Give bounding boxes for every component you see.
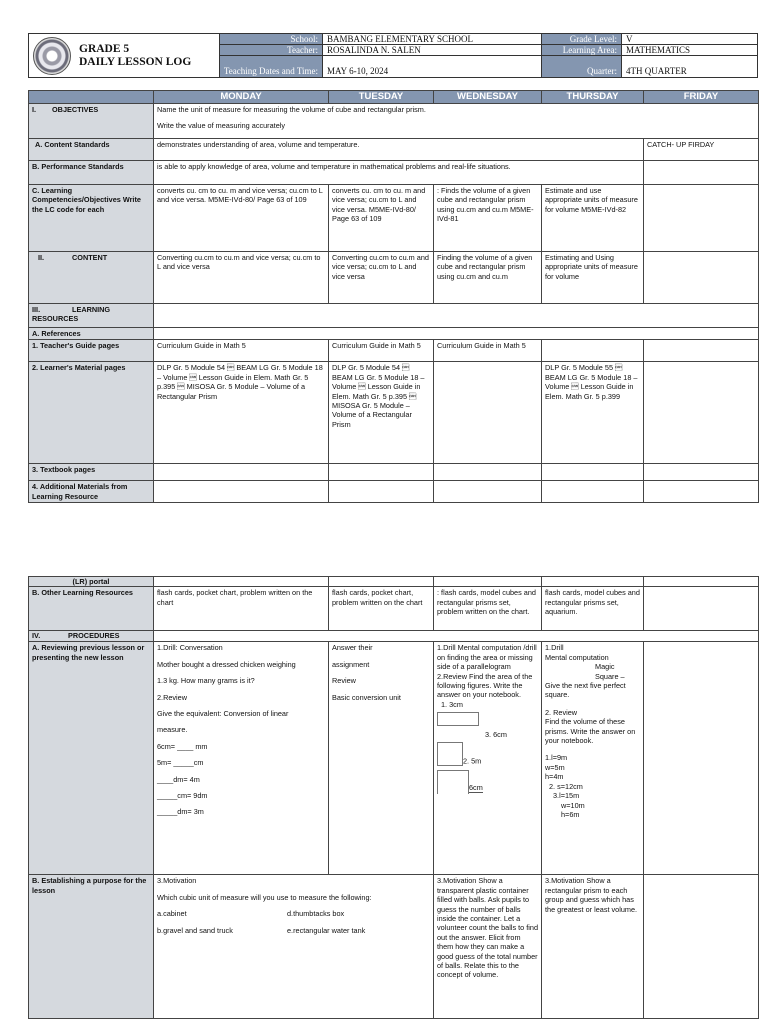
learning-resources-label: III. LEARNING RESOURCES bbox=[29, 304, 154, 328]
teacher-label: Teacher: bbox=[219, 45, 322, 56]
competencies-wed: : Finds the volume of a given cube and rectangular prism using cu.cm and cu.m M5ME-IVd-81 bbox=[434, 185, 542, 252]
teachers-guide-label: 1. Teacher's Guide pages bbox=[29, 340, 154, 362]
portal-row bbox=[29, 577, 759, 587]
portal-label: (LR) portal bbox=[29, 577, 154, 587]
header-logo-cell bbox=[29, 34, 219, 77]
lesson-log-table-part1 bbox=[28, 90, 759, 503]
review-thu: 1.Drill Mental computation Magic Square – Give the next five perfect square. 2. Review Find the volume of these prisms. Write the answer on your notebook. 1.l=9m w=5m h=4m 2. s=12cm 3.l=15m w=10m h=6m bbox=[542, 642, 644, 875]
content-row bbox=[29, 252, 759, 304]
teacher-value: ROSALINDA N. SALEN bbox=[322, 45, 541, 56]
day-friday: FRIDAY bbox=[644, 91, 759, 104]
header-labels-right bbox=[541, 34, 621, 77]
school-value: BAMBANG ELEMENTARY SCHOOL bbox=[322, 34, 541, 45]
references-row bbox=[29, 328, 759, 340]
additional-materials-row bbox=[29, 481, 759, 503]
figure-4-label: 6cm bbox=[469, 783, 483, 793]
teachers-guide-tue: Curriculum Guide in Math 5 bbox=[329, 340, 434, 362]
content-standards-row bbox=[29, 139, 759, 161]
review-row bbox=[29, 642, 759, 875]
content-mon: Converting cu.cm to cu.m and vice versa; cu.cm to L and vice versa bbox=[154, 252, 329, 304]
learners-material-mon: DLP Gr. 5 Module 54  BEAM LG Gr. 5 Module 18 – Volume  Lesson Guide in Elem. Math Gr. 5 p.395  MISOSA Gr. 5 Module – Volume of a Rectangular Prism bbox=[154, 362, 329, 464]
catch-up-friday: CATCH- UP FIRDAY bbox=[644, 139, 759, 161]
purpose-wed: 3.Motivation Show a transparent plastic container filled with balls. Ask pupils to guess the number of balls inside the container. Let a volunteer count the balls to find out the answer. Elicit from them how they can make a good guess of the total number of balls. Relate this to the concept of volume. bbox=[434, 875, 542, 1019]
grade-title: GRADE 5 bbox=[79, 42, 130, 55]
teachers-guide-row bbox=[29, 340, 759, 362]
performance-standards-text: is able to apply knowledge of area, volume and temperature in mathematical problems and real-life situations. bbox=[154, 161, 644, 185]
learning-area-value: MATHEMATICS bbox=[621, 45, 757, 56]
references-label: A. References bbox=[29, 328, 154, 340]
content-standards-text: demonstrates understanding of area, volume and temperature. bbox=[154, 139, 644, 161]
purpose-thu: 3.Motivation Show a rectangular prism to each group and guess which has the greatest or least volume. bbox=[542, 875, 644, 1019]
additional-materials-label: 4. Additional Materials from Learning Resource bbox=[29, 481, 154, 503]
deped-seal-icon bbox=[33, 37, 71, 75]
day-header-row bbox=[29, 91, 759, 104]
objectives-text: Name the unit of measure for measuring the volume of cube and rectangular prism. Write the value of measuring accurately bbox=[154, 104, 759, 139]
lesson-log-table-part2 bbox=[28, 576, 759, 1019]
other-resources-mon: flash cards, pocket chart, problem written on the chart bbox=[154, 587, 329, 631]
dates-label: Teaching Dates and Time: bbox=[219, 56, 322, 77]
figure-2-label: 2. 5m bbox=[463, 756, 482, 766]
log-title bbox=[79, 43, 191, 69]
quarter-value: 4TH QUARTER bbox=[621, 56, 757, 77]
day-tuesday: TUESDAY bbox=[329, 91, 434, 104]
objectives-row bbox=[29, 104, 759, 139]
grade-level-label: Grade Level: bbox=[541, 34, 621, 45]
competencies-thu: Estimate and use appropriate units of measure for volume M5ME-IVd-82 bbox=[542, 185, 644, 252]
learners-material-label: 2. Learner's Material pages bbox=[29, 362, 154, 464]
dates-value: MAY 6-10, 2024 bbox=[322, 56, 541, 77]
figure-1-rectangle bbox=[437, 712, 479, 726]
school-label: School: bbox=[219, 34, 322, 45]
header-values-left bbox=[322, 34, 541, 77]
learners-material-row bbox=[29, 362, 759, 464]
header-labels-left bbox=[219, 34, 322, 77]
day-thursday: THURSDAY bbox=[542, 91, 644, 104]
grade-level-value: V bbox=[621, 34, 757, 45]
content-wed: Finding the volume of a given cube and rectangular prism using cu.cm and cu.m bbox=[434, 252, 542, 304]
other-resources-tue: flash cards, pocket chart, problem written on the chart bbox=[329, 587, 434, 631]
teachers-guide-wed: Curriculum Guide in Math 5 bbox=[434, 340, 542, 362]
competencies-tue: converts cu. cm to cu. m and vice versa; cu.cm to L and vice versa. M5ME-IVd-80/ Page 63 of 109 bbox=[329, 185, 434, 252]
review-label: A. Reviewing previous lesson or presenting the new lesson bbox=[29, 642, 154, 875]
competencies-mon: converts cu. cm to cu. m and vice versa; cu.cm to L and vice versa. M5ME-IVd-80/ Page 63 of 109 bbox=[154, 185, 329, 252]
procedures-row bbox=[29, 631, 759, 642]
figure-2-square bbox=[437, 742, 463, 766]
competencies-label: C. Learning Competencies/Objectives Write the LC code for each bbox=[29, 185, 154, 252]
competencies-row bbox=[29, 185, 759, 252]
other-resources-label: B. Other Learning Resources bbox=[29, 587, 154, 631]
day-wednesday: WEDNESDAY bbox=[434, 91, 542, 104]
objectives-label: I. OBJECTIVES bbox=[29, 104, 154, 139]
performance-standards-row bbox=[29, 161, 759, 185]
other-resources-wed: : flash cards, model cubes and rectangular prisms set, problem written on the chart. bbox=[434, 587, 542, 631]
performance-standards-label: B. Performance Standards bbox=[29, 161, 154, 185]
review-tue: Answer their assignment Review Basic conversion unit bbox=[329, 642, 434, 875]
other-resources-row bbox=[29, 587, 759, 631]
review-wed: 1.Drill Mental computation /drill on finding the area or missing side of a parallelogram 2.Review Find the area of the following figures. Write the answer on your notebook. 1. 3cm 3. 6cm 2. 5m 6cm bbox=[434, 642, 542, 875]
header-values-right bbox=[621, 34, 757, 77]
textbook-label: 3. Textbook pages bbox=[29, 464, 154, 481]
review-mon: 1.Drill: Conversation Mother bought a dressed chicken weighing 1.3 kg. How many grams is it? 2.Review Give the equivalent: Conversion of linear measure. 6cm= ____ mm 5m= _____cm ____dm= 4m _____cm= 9dm _____dm= 3m bbox=[154, 642, 329, 875]
purpose-row bbox=[29, 875, 759, 1019]
content-standards-label: A. Content Standards bbox=[29, 139, 154, 161]
textbook-row bbox=[29, 464, 759, 481]
content-tue: Converting cu.cm to cu.m and vice versa; cu.cm to L and vice versa bbox=[329, 252, 434, 304]
quarter-label: Quarter: bbox=[541, 56, 621, 77]
daily-lesson-log-title: DAILY LESSON LOG bbox=[79, 55, 192, 68]
teachers-guide-mon: Curriculum Guide in Math 5 bbox=[154, 340, 329, 362]
other-resources-thu: flash cards, model cubes and rectangular prisms set, aquarium. bbox=[542, 587, 644, 631]
procedures-label: IV. PROCEDURES bbox=[29, 631, 154, 642]
content-thu: Estimating and Using appropriate units of measure for volume bbox=[542, 252, 644, 304]
figure-1-label: 1. 3cm bbox=[441, 699, 463, 709]
learning-area-label: Learning Area: bbox=[541, 45, 621, 56]
lesson-log-header bbox=[28, 33, 758, 78]
purpose-label: B. Establishing a purpose for the lesson bbox=[29, 875, 154, 1019]
figure-4-shape bbox=[437, 770, 469, 794]
figure-3-label: 3. 6cm bbox=[485, 730, 507, 740]
day-monday: MONDAY bbox=[154, 91, 329, 104]
purpose-mon: 3.Motivation Which cubic unit of measure will you use to measure the following: a.cabinet d.thumbtacks box b.gravel and sand truck e.rectangular water tank bbox=[154, 875, 434, 1019]
learners-material-tue: DLP Gr. 5 Module 54  BEAM LG Gr. 5 Module 18 – Volume  Lesson Guide in Elem. Math Gr. 5 p.395  MISOSA Gr. 5 Module – Volume of a Rectangular Prism bbox=[329, 362, 434, 464]
content-label: II. CONTENT bbox=[29, 252, 154, 304]
learners-material-thu: DLP Gr. 5 Module 55  BEAM LG Gr. 5 Module 18 – Volume  Lesson Guide in Elem. Math Gr. 5 p.399 bbox=[542, 362, 644, 464]
learning-resources-row bbox=[29, 304, 759, 328]
